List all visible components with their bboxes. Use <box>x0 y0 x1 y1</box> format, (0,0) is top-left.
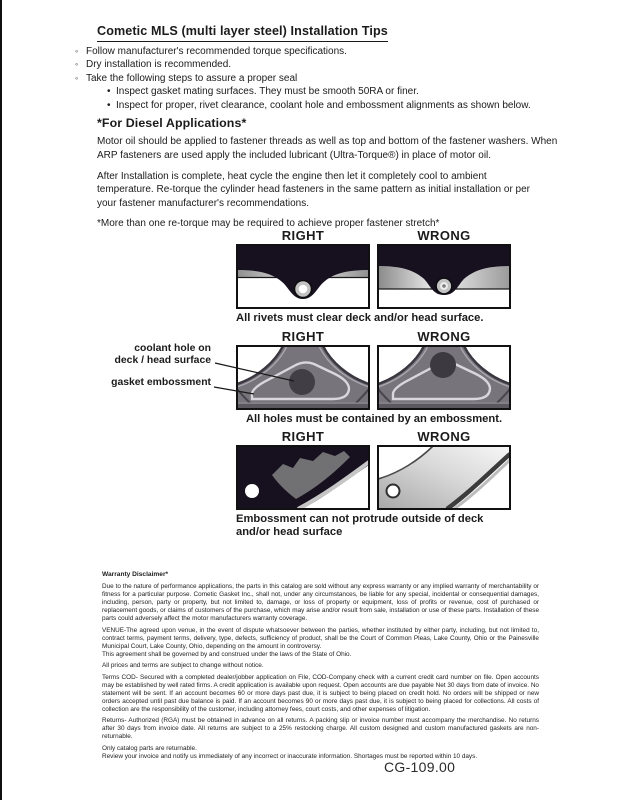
catalog-parts-line: Only catalog parts are returnable. <box>102 744 197 752</box>
list-item <box>75 58 545 71</box>
bullet-icon: ◦ <box>75 46 79 56</box>
page-title: Cometic MLS (multi layer steel) Installation Tips <box>97 24 388 42</box>
diesel-applications-section <box>97 117 559 238</box>
list-item-text: Inspect for proper, rivet clearance, coolant hole and embossment alignments as shown below. <box>116 99 531 111</box>
caption-line: and/or head surface <box>236 525 343 538</box>
wrong-label: WRONG <box>417 329 471 344</box>
diesel-heading: *For Diesel Applications* <box>97 116 247 130</box>
diagram-row-embossment-protrusion <box>236 429 512 538</box>
diesel-paragraph-1: Motor oil should be applied to fastener threads as well as top and bottom of the fastener washers. When ARP fasteners are used apply the included lubricant (Ultra-Torque®) in place of motor oil. <box>97 136 558 161</box>
rivet-clearance-right-diagram <box>236 244 370 309</box>
coolant-hole <box>289 369 315 395</box>
diagram-annotations <box>94 343 211 388</box>
list-item <box>75 45 545 58</box>
warranty-heading: Warranty Disclaimer* <box>102 571 169 578</box>
bullet-icon: ◦ <box>75 72 79 83</box>
diagram-images <box>236 244 512 309</box>
warranty-paragraph: Due to the nature of performance applications, the parts in this catalog are sold without any express warranty or any implied warranty of merchantability or fitness for a particular purpose. Cometic Gasket Inc., shall not, under any circumstances, be liable for any special, incidental or consequential damages, including, person, party or property, but not limited to, damage, or loss of property or equipment, loss of profits or revenue, cost of purchased or replacement goods, or claims of customers of the purchase, which may arise and/or result from sale, installation or use of these parts. Installation of these parts could adversely affect the motor manufacturers warranty coverage. <box>102 583 539 622</box>
diesel-paragraph-2: After Installation is complete, heat cycle the engine then let it completely cool to ambient temperature. Re-torque the cylinder head fasteners in the same pattern as initial installation or per your fastener manufacturer's recommendations. <box>97 170 531 209</box>
caption-line: Embossment can not protrude outside of deck <box>236 513 484 525</box>
bolt-hole <box>387 485 400 498</box>
review-invoice-line: Review your invoice and notify us immediately of any incorrect or inaccurate information. Shortages must be reported within 10 days. <box>102 752 478 760</box>
hole-containment-wrong-diagram <box>377 345 511 410</box>
diagram-labels <box>236 429 512 444</box>
wrong-label: WRONG <box>417 228 471 243</box>
installation-tips-list <box>75 45 545 112</box>
page-number: CG-109.00 <box>384 759 456 775</box>
page-left-edge-line <box>0 0 2 800</box>
sub-list-item <box>107 85 545 98</box>
right-label: RIGHT <box>281 329 325 344</box>
sub-list-item <box>107 99 545 112</box>
embossment-protrusion-right-diagram <box>236 445 370 510</box>
bullet-icon: ◦ <box>75 59 79 70</box>
list-item <box>75 72 545 85</box>
bullet-icon: • <box>107 99 111 111</box>
venue-paragraph: VENUE-The agreed upon venue, in the event of dispute whatsoever between the parties, whether instituted by either party, including, but not limited to, contract terms, payment terms, delivery, type, defects, sufficiency of product, shall be the Court of Common Pleas, Lake County, Ohio or the Painesville Municipal Court, Lake County, Ohio, depending on the amount in controversy. <box>102 626 539 650</box>
hole-containment-right-diagram <box>236 345 370 410</box>
diesel-note: *More than one re-torque may be required to achieve proper fastener stretch* <box>97 218 440 230</box>
right-label: RIGHT <box>281 429 325 444</box>
list-item-text: Take the following steps to assure a proper seal <box>86 72 298 84</box>
list-item-text: Dry installation is recommended. <box>86 59 232 71</box>
annotation-gasket-embossment: gasket embossment <box>111 376 211 388</box>
diagram-row-rivet-clearance <box>236 228 512 325</box>
governed-line: This agreement shall be governed by and construed under the laws of the State of Ohio. <box>102 650 352 658</box>
wrong-label: WRONG <box>417 429 471 444</box>
bullet-icon: • <box>107 86 111 98</box>
diagram-images <box>236 445 512 510</box>
embossment-protrusion-wrong-diagram <box>377 445 511 510</box>
returns-paragraph: Returns- Authorized (RGA) must be obtained in advance on all returns. A packing slip or invoice number must accompany the merchandise. No returns after 30 days from invoice date. All returns are subject to a 25% restocking charge. All custom designed and custom manufactured gaskets are non-returnable. <box>102 717 539 740</box>
annotation-coolant-hole: coolant hole on <box>134 343 211 354</box>
diagram-caption: All holes must be contained by an embossment. <box>245 413 503 425</box>
bolt-hole <box>245 484 259 498</box>
diagram-labels <box>236 228 512 243</box>
diagram-images <box>236 345 512 410</box>
terms-paragraph: Terms COD- Secured with a completed dealer/jobber application on File, COD-Company check with a current credit card number on file. Open accounts may be established by well rated firms. A credit application is available upon request. Open accounts are due payable Net 30 days from date of invoice. No statement will be sent. If an account becomes 60 or more days past due, it is subject to being placed on credit hold. No orders will be shipped or new orders accepted until past due balance is paid. If an account becomes 90 or more days past due, it is subject to being placed for collections. All costs of collection are the responsibility of the customer, including attorney fees, court costs, and other expenses of litigation. <box>102 673 539 713</box>
warranty-disclaimer-section <box>102 571 539 764</box>
rivet-clearance-wrong-diagram <box>377 244 511 309</box>
right-label: RIGHT <box>281 228 325 243</box>
coolant-hole <box>430 352 456 378</box>
prices-line: All prices and terms are subject to change without notice. <box>102 662 264 669</box>
diagram-caption <box>236 513 512 538</box>
diagram-row-hole-containment <box>236 329 512 426</box>
diagram-caption: All rivets must clear deck and/or head surface. <box>236 312 484 324</box>
annotation-coolant-hole: deck / head surface <box>114 354 211 366</box>
list-item-text: Follow manufacturer's recommended torque specifications. <box>86 46 347 57</box>
list-item-text: Inspect gasket mating surfaces. They must be smooth 50RA or finer. <box>116 86 419 98</box>
diagram-labels <box>236 329 512 344</box>
